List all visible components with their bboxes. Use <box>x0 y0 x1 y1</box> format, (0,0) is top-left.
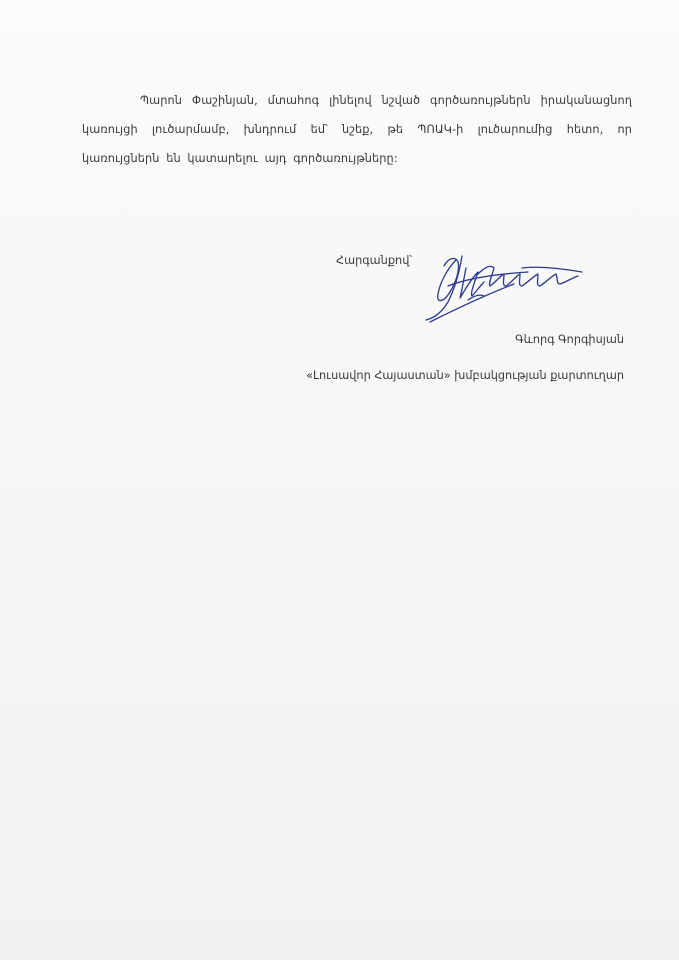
signer-name: Գևորգ Գորգիսյան <box>515 333 624 346</box>
handwritten-signature <box>418 238 588 328</box>
closing-salutation: Հարգանքով՝ <box>336 254 413 267</box>
paragraph-text: Պարոն Փաշինյան, մտահոգ լինելով նշված գործառույթներն իրականացնող կառույցի լուծարմամբ, խնդրում եմ՝ նշեք, թե ՊՈԱԿ-ի լուծարումից հետո, որ կառույցներն են կատարելու այդ գործառույթները: <box>82 94 632 165</box>
signer-title: «Լուսավոր Հայաստան» խմբակցության քարտուղար <box>306 369 624 382</box>
body-paragraph <box>82 86 632 173</box>
